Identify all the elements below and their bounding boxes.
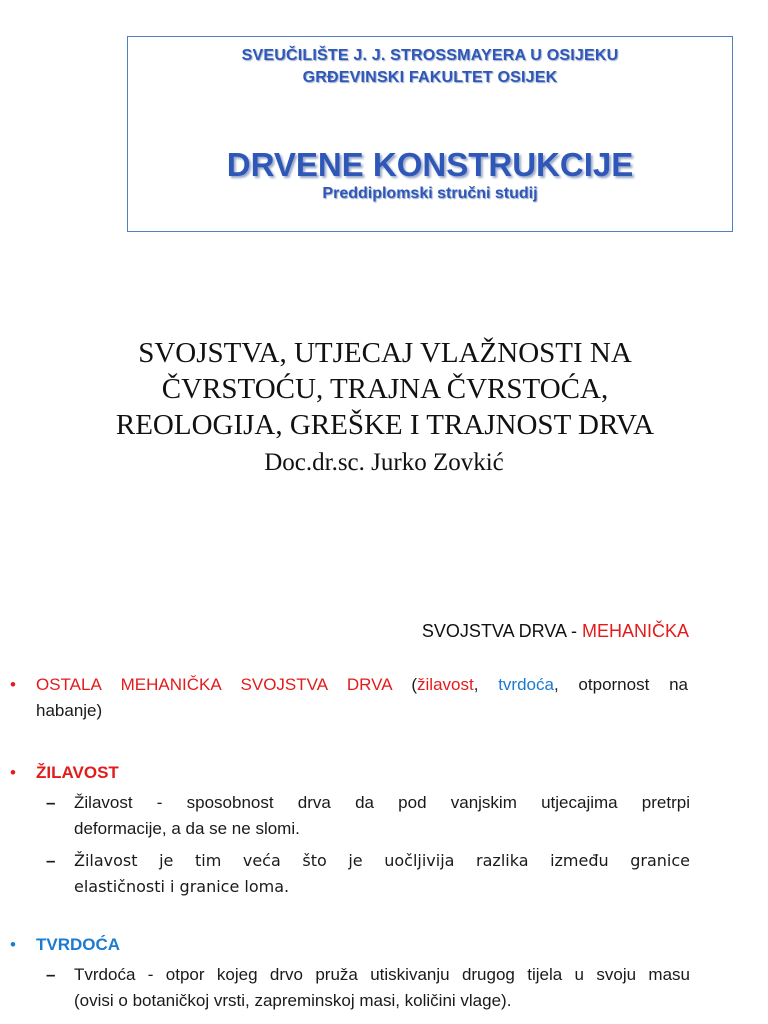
bullet-text-line [36,672,688,698]
dash-icon: – [46,793,56,812]
slide-title-prefix: SVOJSTVA DRVA - [421,621,582,641]
sub-bullet-line: Tvrdoća - otpor kojeg drvo pruža utiskivanju drugog tijela u svoju masu [74,965,690,984]
sub-bullet-text [74,962,690,1014]
bullet-head: ŽILAVOST [36,763,119,782]
dash-icon: – [46,965,56,984]
sub-bullet-text [74,848,690,900]
paren-open: ( [391,675,418,694]
title-box [127,36,733,232]
separator: , [473,675,499,694]
faculty-name: GRĐEVINSKI FAKULTET OSIJEK [302,69,558,86]
bullet-head: OSTALA MEHANIČKA SVOJSTVA DRVA [36,675,392,694]
item-zilavost: žilavost [417,675,474,694]
sub-bullet-line: Žilavost - sposobnost drva da pod vanjskim utjecajima pretrpi [74,793,690,812]
sub-bullet-line: Žilavost je tim veća što je uočljivija razlika između granice [74,851,690,870]
rest-text: , otpornost na [553,675,688,694]
sub-bullet-line: (ovisi o botaničkoj vrsti, zapreminskoj masi, količini vlage). [74,991,512,1010]
bullet-head: TVRDOĆA [36,935,121,954]
study-program: Preddiplomski stručni studij [322,185,538,202]
lecture-title [60,335,710,443]
lecture-title-line: REOLOGIJA, GREŠKE I TRAJNOST DRVA [115,409,655,441]
bullet-text-line: habanje) [36,701,103,720]
lecture-title-line: SVOJSTVA, UTJECAJ VLAŽNOSTI NA [138,337,632,369]
lecture-title-line: ČVRSTOĆU, TRAJNA ČVRSTOĆA, [161,373,609,405]
dash-icon: – [46,851,56,870]
slide-title-highlight: MEHANIČKA [581,621,689,641]
course-title: DRVENE KONSTRUKCIJE [226,146,634,183]
university-name: SVEUČILIŠTE J. J. STROSSMAYERA U OSIJEKU [241,47,619,64]
bullet-dot-icon: • [10,675,16,694]
slide-title [0,618,689,644]
bullet-dot-icon: • [10,935,16,954]
bullet-dot-icon: • [10,763,16,782]
author-name: Doc.dr.sc. Jurko Zovkić [264,449,504,476]
sub-bullet-line: elastičnosti i granice loma. [74,877,290,896]
item-tvrdoca: tvrdoća [498,675,554,694]
content-slide [0,580,768,1024]
sub-bullet-text [74,790,690,842]
sub-bullet-line: deformacije, a da se ne slomi. [74,819,300,838]
